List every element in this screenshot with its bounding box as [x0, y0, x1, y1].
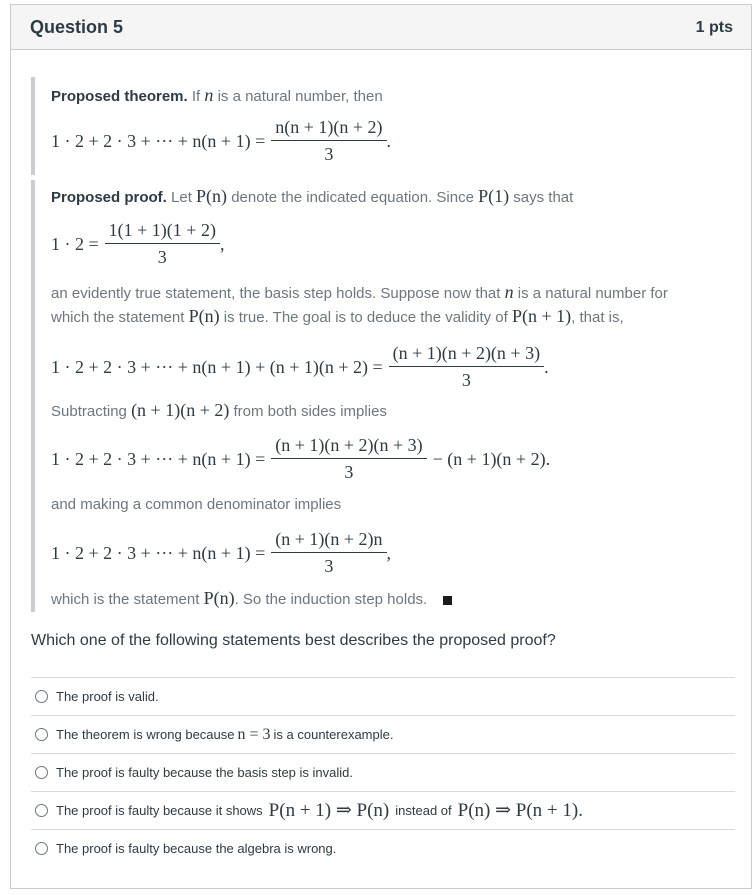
basis-equation: 1 · 2 = $\frac{1(1 + 1)(1 + 2)}{3}$ , — [51, 220, 225, 267]
theorem-statement: Proposed theorem. If n is a natural number, then — [51, 85, 383, 105]
radio-button[interactable] — [35, 804, 48, 817]
answer-label: The proof is faulty because the algebra is wrong. — [56, 841, 337, 856]
question-points: 1 pts — [695, 19, 733, 36]
final-fraction: $\frac{(n + 1)(n + 2)n}{3}$ — [271, 529, 386, 577]
basis-fraction: $\frac{1(1 + 1)(1 + 2)}{3}$ — [105, 220, 220, 268]
question-header — [11, 5, 751, 50]
answer-label: The proof is faulty because the basis step is invalid. — [56, 765, 353, 780]
goal-fraction: $\frac{(n + 1)(n + 2)(n + 3)}{3}$ — [389, 343, 544, 391]
qed-icon — [443, 596, 452, 605]
common-denominator-line: and making a common denominator implies — [51, 496, 342, 513]
proof-conclusion: which is the statement P(n). So the induction step holds. — [51, 588, 452, 609]
answer-option-3[interactable] — [31, 753, 735, 791]
radio-button[interactable] — [35, 766, 48, 779]
subtract-line: Subtracting (n + 1)(n + 2) from both sides implies — [51, 400, 387, 420]
answer-list — [31, 677, 735, 867]
subtracted-fraction: $\frac{(n + 1)(n + 2)(n + 3)}{3}$ — [271, 435, 426, 483]
proof-label: Proposed proof. — [51, 189, 167, 206]
goal-equation: 1 · 2 + 2 · 3 + ··· + n(n + 1) + (n + 1)(n + 2) = $\frac{(n + 1)(n + 2)(n + 3)}{3}$ . — [51, 343, 549, 390]
answer-label: The proof is valid. — [56, 689, 159, 704]
theorem-fraction: $\frac{n(n + 1)(n + 2)}{3}$ — [271, 117, 386, 165]
theorem-label: Proposed theorem. — [51, 88, 188, 105]
question-title: Question 5 — [30, 16, 124, 37]
radio-button[interactable] — [35, 842, 48, 855]
question-prompt: Which one of the following statements best describes the proposed proof? — [31, 632, 556, 649]
final-equation: 1 · 2 + 2 · 3 + ··· + n(n + 1) = $\frac{(n + 1)(n + 2)n}{3}$ , — [51, 529, 391, 576]
answer-option-2[interactable]: The theorem is wrong because n = 3 is a counterexample. — [31, 715, 735, 753]
answer-option-4[interactable]: The proof is faulty because it shows P(n + 1) ⇒ P(n) instead of P(n) ⇒ P(n + 1). — [31, 791, 735, 829]
proof-intro: Proposed proof. Let P(n) denote the indicated equation. Since P(1) says that — [51, 186, 574, 206]
answer-option-5[interactable] — [31, 829, 735, 867]
answer-option-1[interactable] — [31, 677, 735, 715]
proof-block — [31, 180, 731, 612]
question-card — [10, 4, 752, 889]
theorem-block — [31, 77, 731, 175]
subtracted-equation: 1 · 2 + 2 · 3 + ··· + n(n + 1) = $\frac{(n + 1)(n + 2)(n + 3)}{3}$ − (n + 1)(n + 2). — [51, 435, 551, 482]
proof-paragraph-3: which the statement P(n) is true. The goal is to deduce the validity of P(n + 1), that is, — [51, 306, 624, 326]
proof-paragraph-2: an evidently true statement, the basis step holds. Suppose now that n is a natural number for — [51, 282, 668, 302]
theorem-equation: 1 · 2 + 2 · 3 + ··· + n(n + 1) = $\frac{n(n + 1)(n + 2)}{3}$ . — [51, 117, 391, 164]
radio-button[interactable] — [35, 690, 48, 703]
radio-button[interactable] — [35, 728, 48, 741]
